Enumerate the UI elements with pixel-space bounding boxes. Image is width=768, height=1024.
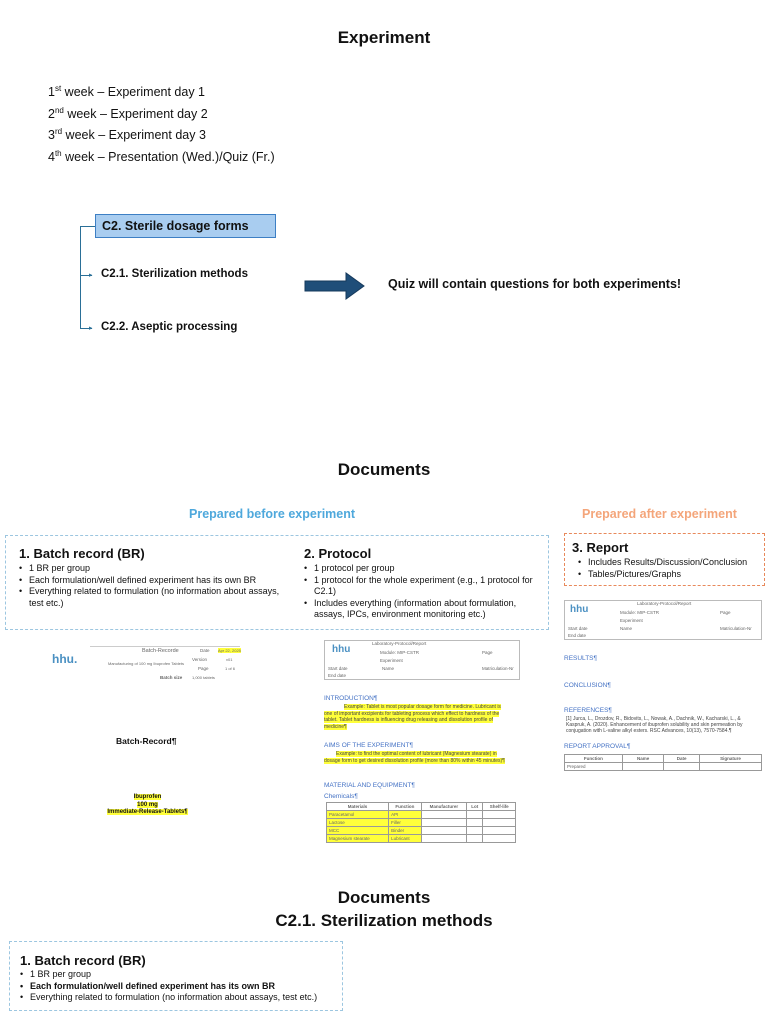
- br2-heading: 1. Batch record (BR): [20, 953, 146, 968]
- table-header: Signature: [699, 755, 761, 763]
- quiz-note: Quiz will contain questions for both experiments!: [388, 277, 682, 291]
- br-thumb-batch-label: Batch size: [160, 675, 183, 680]
- report-thumbnail: [562, 598, 764, 778]
- thumb-header-frame: [324, 640, 520, 680]
- protocol-heading: 2. Protocol: [304, 546, 372, 561]
- protocol-bullets: [304, 563, 546, 621]
- week-4: 4th week – Presentation (Wed.)/Quiz (Fr.): [48, 148, 275, 165]
- thumb-head: Laboratory-Protocol/Report: [372, 641, 427, 646]
- thumb-results-heading: RESULTS¶: [564, 655, 597, 662]
- table-header: Date: [664, 755, 700, 763]
- table-header: Materials: [327, 803, 389, 811]
- table-header: Shelf-life: [483, 803, 516, 811]
- thumb-reference-text: [1] Jurca, L., Drozdov, R., Bidovits, L., Nowak, A., Dachnik, W., Kacharski, L., & Kaspruk, A. (2020). Enhancement of ibuprofen solubility and skin permeation by conjugation with L-valine alkyl esters. RSC Advances, 10(13), 7570-7584.¶: [566, 716, 743, 734]
- br-thumb-page: 1 of 6: [225, 666, 236, 671]
- thumb-approval-heading: REPORT APPROVAL¶: [564, 743, 631, 750]
- br-thumb-title: Batch-Recorde: [142, 648, 179, 654]
- hhu-logo: hhu.: [52, 652, 78, 666]
- week-2: 2nd week – Experiment day 2: [48, 105, 208, 121]
- thumb-name: Name: [620, 626, 633, 631]
- br-thumbnail-header: [50, 644, 248, 684]
- list-item: • 1 protocol per group: [304, 563, 546, 575]
- arrow-right-icon: ▸: [89, 272, 93, 279]
- arrow-right-icon: ▸: [89, 325, 93, 332]
- thumb-page: Page: [720, 610, 731, 615]
- table-header: Manufacturer: [421, 803, 466, 811]
- thumb-conclusion-heading: CONCLUSION¶: [564, 682, 611, 689]
- hhu-logo: hhu: [570, 604, 589, 615]
- thumb-page: Page: [482, 650, 493, 655]
- prepared-after-label: Prepared after experiment: [582, 507, 737, 521]
- br-thumb-date-label: Date: [200, 648, 210, 653]
- tree-root-box: C2. Sterile dosage forms: [95, 214, 276, 238]
- thumb-end-date: End date: [568, 633, 587, 638]
- thumb-aims-heading: AIMS OF THE EXPERIMENT¶: [324, 742, 413, 749]
- thumb-aims-text: Example: to find the optimal content of lubricant (Magnesium stearate) in dosage form to get desired dissolution profile (more than 80% within 45 minutes)¶: [324, 751, 505, 764]
- br-thumb-batch: 1,000 tablets: [192, 675, 215, 680]
- thumb-header-frame: [564, 600, 762, 640]
- prepared-before-label: Prepared before experiment: [189, 507, 356, 521]
- thumb-approval-table: [564, 754, 762, 771]
- big-arrow-icon: [304, 272, 366, 300]
- table-row: Prepared: [565, 763, 762, 771]
- tree-connector-vertical: [80, 226, 81, 329]
- documents-title: Documents: [337, 460, 431, 479]
- thumb-start-date: Start date: [328, 666, 348, 671]
- tree-child-sterilization: C2.1. Sterilization methods: [101, 268, 248, 280]
- thumb-intro-heading: INTRODUCTION¶: [324, 695, 378, 702]
- table-row: Magnesium stearate Lubricant: [327, 835, 516, 843]
- table-header: Lot: [467, 803, 483, 811]
- list-item: • Everything related to formulation (no information about assays, test etc.): [20, 992, 340, 1004]
- week-1: 1st week – Experiment day 1: [48, 84, 206, 100]
- list-item: • Each formulation/well defined experiment has its own BR: [19, 575, 281, 587]
- thumb-matric: Matriculation-Nr: [720, 626, 752, 631]
- br-thumb-product: Ibuprofen 100 mg Immediate-Release-Tablets¶: [107, 794, 188, 815]
- br-thumb-version: v01: [226, 657, 233, 662]
- thumb-module: Module: MIP-CSTR: [380, 650, 420, 655]
- list-item: • Everything related to formulation (no information about assays, test etc.): [19, 586, 281, 609]
- br-thumb-subtitle: Manufacturing of 100 mg Ibuprofen Tablets: [108, 661, 184, 666]
- week-3: 3rd week – Experiment day 3: [48, 127, 206, 143]
- br2-bullets: [20, 969, 340, 1004]
- hhu-logo: hhu: [332, 644, 351, 655]
- thumb-rule: [90, 646, 240, 647]
- protocol-thumbnail: [322, 638, 522, 858]
- thumb-head: Laboratory-Protocol/Report: [637, 601, 692, 606]
- table-row: Lactose Filler: [327, 819, 516, 827]
- thumb-experiment: Experiment: [620, 618, 643, 623]
- list-item: • Includes everything (information about formulation, assays, IPCs, environment monitoring etc.): [304, 598, 546, 621]
- br-thumb-date: Apr 22, 2025: [218, 648, 241, 653]
- documents2-subtitle: C2.1. Sterilization methods: [275, 911, 493, 930]
- thumb-chemicals-heading: Chemicals¶: [324, 793, 358, 800]
- list-item: • Tables/Pictures/Graphs: [578, 569, 764, 581]
- documents2-title: Documents: [337, 888, 431, 907]
- thumb-end-date: End date: [328, 673, 347, 678]
- tree-connector-top: [80, 226, 95, 227]
- thumb-references-heading: REFERENCES¶: [564, 707, 612, 714]
- thumb-material-heading: MATERIAL AND EQUIPMENT¶: [324, 782, 415, 789]
- table-header: Function: [389, 803, 422, 811]
- br-thumb-center-title: Batch-Record¶: [116, 736, 177, 746]
- table-row: MCC Binder: [327, 827, 516, 835]
- thumb-start-date: Start date: [568, 626, 588, 631]
- br-thumb-page-label: Page: [198, 666, 209, 671]
- tree-child-aseptic: C2.2. Aseptic processing: [101, 321, 238, 333]
- br-thumb-version-label: Version: [192, 657, 208, 662]
- thumb-experiment: Experiment: [380, 658, 403, 663]
- br-heading: 1. Batch record (BR): [19, 546, 145, 561]
- thumb-chemicals-table: [326, 802, 516, 843]
- table-header: Name: [622, 755, 664, 763]
- br-bullets: [19, 563, 281, 609]
- thumb-intro-text: Example: Tablet is most popular dosage form for medicine. Lubricant is one of important excipients for tableting process which effect to hardness of the tablet. Tablet hardness is influencing drug releasing and dissolution profile of medicine¶: [324, 704, 501, 730]
- weeks-list: [48, 80, 275, 167]
- report-heading: 3. Report: [572, 540, 629, 555]
- table-header: Function: [565, 755, 623, 763]
- list-item: • Includes Results/Discussion/Conclusion: [578, 557, 764, 569]
- list-item: • 1 BR per group: [19, 563, 281, 575]
- experiment-title: Experiment: [337, 28, 431, 47]
- list-item: • Each formulation/well defined experiment has its own BR: [20, 981, 340, 993]
- thumb-name: Name: [382, 666, 395, 671]
- list-item: • 1 protocol for the whole experiment (e.g., 1 protocol for C2.1): [304, 575, 546, 598]
- thumb-matric: Matriculation-Nr: [482, 666, 514, 671]
- thumb-module: Module: MIP-CSTR: [620, 610, 660, 615]
- report-bullets: [578, 557, 764, 580]
- table-row: Paracetamol API: [327, 811, 516, 819]
- list-item: • 1 BR per group: [20, 969, 340, 981]
